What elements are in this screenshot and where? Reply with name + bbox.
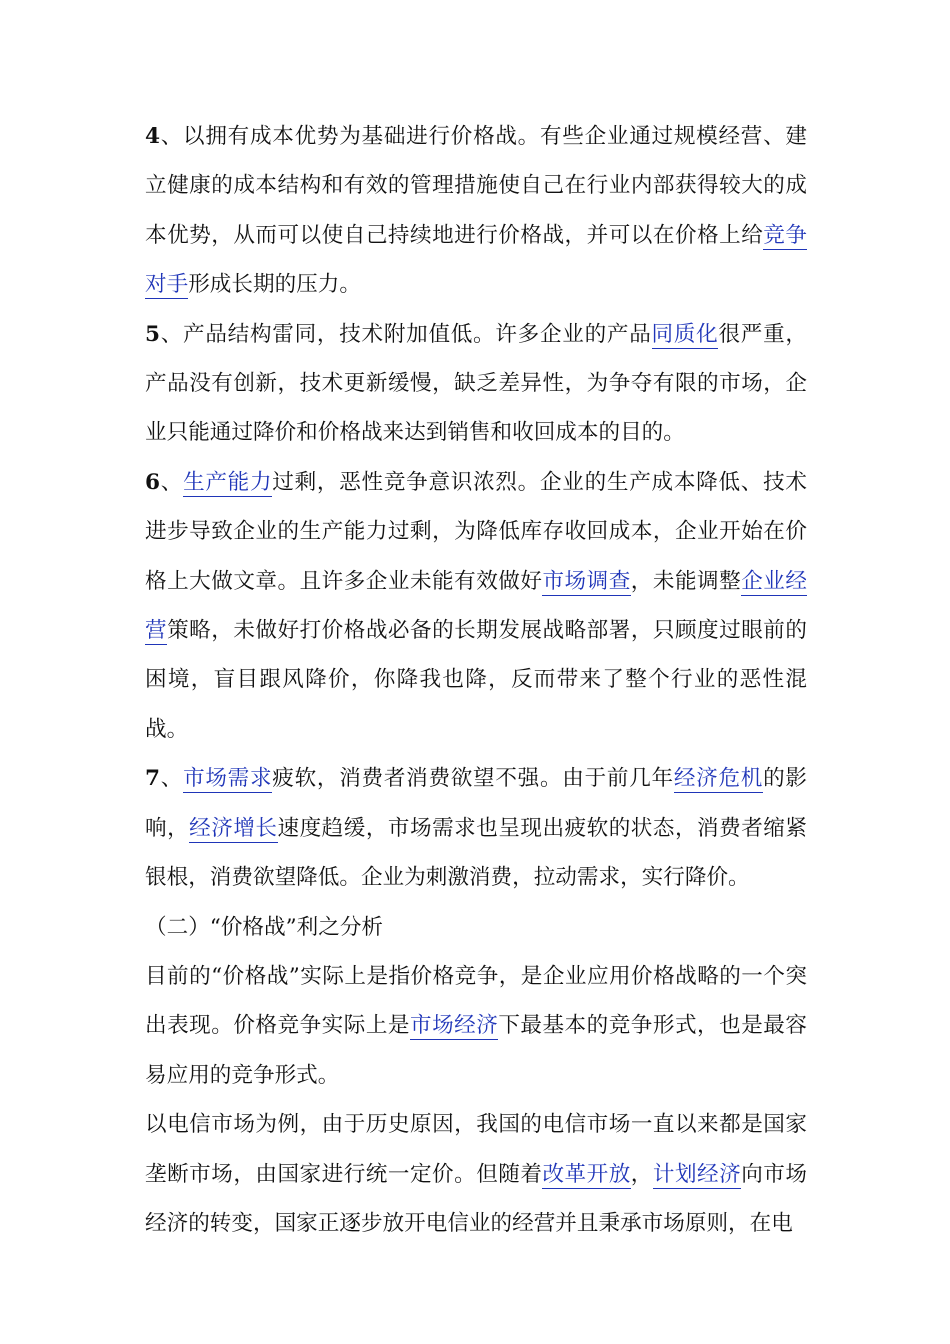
item-number: 7 [145, 766, 161, 792]
paragraph-text: 下最基本的竞争形式，也是最容易应用的竞争形式。 [145, 1013, 807, 1088]
link-market-research[interactable]: 市场调查 [542, 568, 631, 594]
item-text: 、以拥有成本优势为基础进行价格战。有些企业通过规模经营、建立健康的成本结构和有效的管理措施使自己在行业内部获得较大的成本优势，从而可以使自己持续地进行价格战，并可以在价格上给 [145, 124, 807, 248]
item-number: 4 [145, 124, 161, 149]
item-text: 、 [160, 766, 184, 792]
item-text: ，未能调整 [630, 568, 742, 594]
paragraph-price-competition [145, 952, 807, 1100]
link-homogenization[interactable]: 同质化 [651, 321, 719, 347]
item-text: 很严重，产品没有创新，技术更新缓慢，缺乏差异性，为争夺有限的市场，企业只能通过降价和价格战来达到销售和收回成本的目的。 [145, 321, 807, 446]
item-number: 6 [145, 469, 161, 495]
item-text: 疲软，消费者消费欲望不强。由于前几年 [272, 766, 674, 792]
paragraph-telecom-example [145, 1100, 807, 1248]
item-text: 过剩，恶性竞争意识浓烈。企业的生产成本降低、技术进步导致企业的生产能力过剩，为降低库存收回成本，企业开始在价格上大做文章。且许多企业未能有效做好 [145, 469, 807, 594]
link-market-demand[interactable]: 市场需求 [183, 766, 273, 792]
link-economic-growth[interactable]: 经济增长 [189, 815, 278, 841]
link-business-operation[interactable]: 企业经营 [145, 568, 807, 644]
link-reform-opening[interactable]: 改革开放 [542, 1161, 631, 1187]
paragraph-text: 以电信市场为例，由于历史原因，我国的电信市场一直以来都是国家垄断市场，由国家进行统一定价。但随着 [145, 1112, 807, 1187]
paragraph-text: 目前的“价格战”实际上是指价格竞争，是企业应用价格战略的一个突出表现。价格竞争实际上是 [145, 963, 807, 1039]
item-text: 速度趋缓，市场需求也呈现出疲软的状态，消费者缩紧银根，消费欲望降低。企业为刺激消费，拉动需求，实行降价。 [145, 815, 807, 891]
item-text: 、 [160, 469, 184, 495]
section-subheading: （二）“价格战”利之分析 [145, 914, 384, 940]
list-item-7 [145, 754, 807, 902]
paragraph-text: 向市场经济的转变，国家正逐步放开电信业的经营并且秉承市场原则，在电 [145, 1161, 807, 1236]
link-competitor[interactable]: 竞争对手 [145, 222, 807, 298]
item-text: 的影响， [145, 766, 807, 841]
link-planned-economy[interactable]: 计划经济 [652, 1161, 742, 1187]
list-item-5 [145, 310, 807, 458]
paragraph-text: ， [630, 1161, 653, 1187]
link-market-economy[interactable]: 市场经济 [409, 1013, 499, 1039]
document-body [145, 112, 807, 1248]
item-text: 策略，未做好打价格战必备的长期发展战略部署，只顾度过眼前的困境，盲目跟风降价，你降我也降，反而带来了整个行业的恶性混战。 [145, 618, 807, 742]
list-item-6 [145, 458, 807, 754]
item-text: 形成长期的压力。 [188, 272, 361, 298]
link-economic-crisis[interactable]: 经济危机 [673, 766, 764, 792]
link-production-capacity[interactable]: 生产能力 [183, 469, 273, 495]
item-number: 5 [145, 321, 161, 347]
item-text: 、产品结构雷同，技术附加值低。许多企业的产品 [160, 321, 652, 347]
list-item-4 [145, 112, 807, 310]
